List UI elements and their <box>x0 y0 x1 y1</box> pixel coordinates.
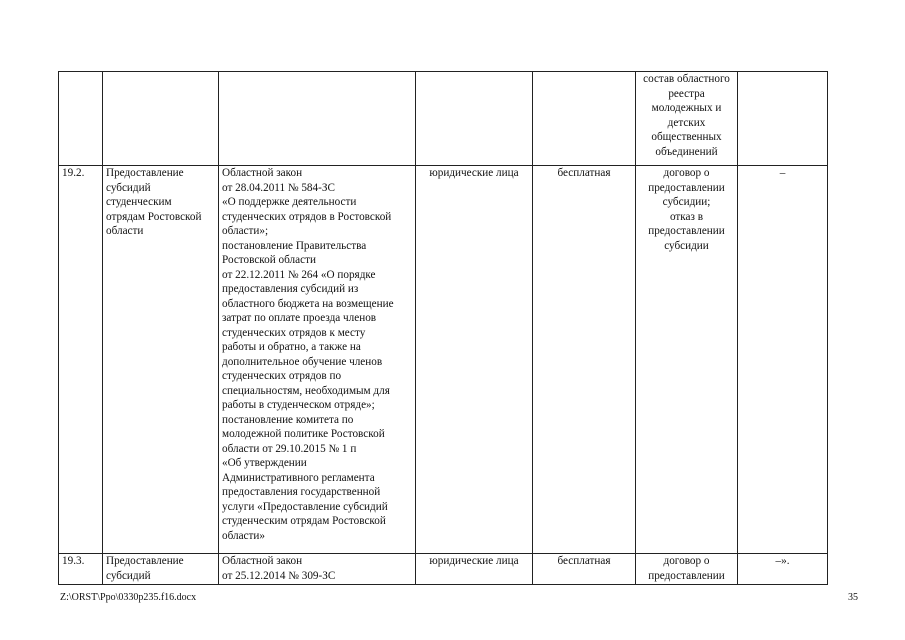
result-cell <box>636 554 738 585</box>
result-line: реестра <box>668 87 705 100</box>
legal-basis-line: постановление Правительства <box>222 239 367 252</box>
result-line: договор о <box>663 167 710 179</box>
legal-basis-cell <box>219 554 416 585</box>
legal-basis-line: от 28.04.2011 № 584-ЗС <box>222 181 335 194</box>
legal-basis-line: от 22.12.2011 № 264 «О порядке <box>222 268 376 281</box>
recipients-line: юридические лица <box>429 167 519 179</box>
cost-cell <box>533 72 636 166</box>
result-line: отказ в <box>669 210 704 223</box>
service-name-line: отрядам Ростовской <box>106 210 202 223</box>
legal-basis-line: Административного регламента <box>222 471 375 484</box>
legal-basis-line: «Об утверждении <box>222 457 307 469</box>
cost-line: бесплатная <box>557 555 611 567</box>
legal-basis-line: студенческих отрядов по <box>222 370 342 382</box>
legal-basis-line: Ростовской области <box>222 254 316 266</box>
service-name-line: области <box>106 225 144 237</box>
recipients-line: юридические лица <box>429 555 519 567</box>
legal-basis-line: специальностям, необходимым для <box>222 384 390 397</box>
note-cell <box>738 72 828 166</box>
legal-basis-line: областного бюджета на возмещение <box>222 297 394 310</box>
result-line: субсидии; <box>662 196 711 208</box>
service-name-line: студенческим <box>106 196 172 208</box>
legal-basis-line: предоставления субсидий из <box>222 283 359 295</box>
table-row <box>59 166 828 554</box>
note-line: – <box>779 167 786 179</box>
result-cell <box>636 166 738 554</box>
service-name-line: субсидий <box>106 569 151 582</box>
note-cell <box>738 554 828 585</box>
recipients-cell <box>416 166 533 554</box>
note-cell <box>738 166 828 554</box>
legal-basis-line: дополнительное обучение членов <box>222 355 383 368</box>
legal-basis-line: Областной закон <box>222 555 303 567</box>
legal-basis-line: работы и обратно, а также на <box>222 341 361 353</box>
legal-basis-line: Областной закон <box>222 167 303 179</box>
legal-basis-line: услуги «Предоставление субсидий <box>222 500 388 513</box>
service-name-line: Предоставление <box>106 555 184 567</box>
legal-basis-line: предоставления государственной <box>222 486 381 498</box>
file-path-footer: Z:\ORST\Ppo\0330p235.f16.docx <box>60 592 197 603</box>
cost-cell <box>533 554 636 585</box>
row-number-cell: 19.2. <box>59 166 103 554</box>
legal-basis-cell <box>219 72 416 166</box>
legal-basis-line: постановление комитета по <box>222 413 354 426</box>
result-line: состав областного <box>643 73 730 85</box>
table-row <box>59 554 828 585</box>
table-row <box>59 72 828 166</box>
legal-basis-line: области»; <box>222 225 269 237</box>
result-line: предоставлении <box>648 225 725 237</box>
cost-cell <box>533 166 636 554</box>
cost-line: бесплатная <box>557 167 611 179</box>
result-line: объединений <box>655 145 718 158</box>
page-number: 35 <box>848 592 858 603</box>
result-line: предоставлении <box>648 181 725 194</box>
result-line: детских <box>667 116 706 129</box>
service-name-cell <box>103 554 219 585</box>
legal-basis-cell <box>219 166 416 554</box>
legal-basis-line: работы в студенческом отряде»; <box>222 399 375 411</box>
legal-basis-line: студенческих отрядов в Ростовской <box>222 210 392 223</box>
service-name-cell <box>103 166 219 554</box>
legal-basis-line: студенческим отрядам Ростовской <box>222 515 386 527</box>
legal-basis-line: молодежной политике Ростовской <box>222 428 385 440</box>
legal-basis-line: области от 29.10.2015 № 1 п <box>222 442 357 455</box>
row-number-cell <box>59 72 103 166</box>
recipients-cell <box>416 72 533 166</box>
legal-basis-line: студенческих отрядов к месту <box>222 326 366 339</box>
result-line: субсидии <box>664 239 709 252</box>
result-line: предоставлении <box>648 569 725 582</box>
result-line: договор о <box>663 555 710 567</box>
recipients-cell <box>416 554 533 585</box>
row-number-cell: 19.3. <box>59 554 103 585</box>
result-line: молодежных и <box>651 102 722 114</box>
service-name-line: Предоставление <box>106 167 184 179</box>
service-name-cell <box>103 72 219 166</box>
legal-basis-line: затрат по оплате проезда членов <box>222 312 377 324</box>
result-cell <box>636 72 738 166</box>
legal-basis-line: области» <box>222 529 265 542</box>
legal-basis-line: от 25.12.2014 № 309-ЗС <box>222 569 336 582</box>
services-table <box>58 71 828 585</box>
note-line: –». <box>775 555 790 567</box>
service-name-line: субсидий <box>106 181 151 194</box>
legal-basis-line: «О поддержке деятельности <box>222 196 357 208</box>
result-line: общественных <box>651 131 722 143</box>
